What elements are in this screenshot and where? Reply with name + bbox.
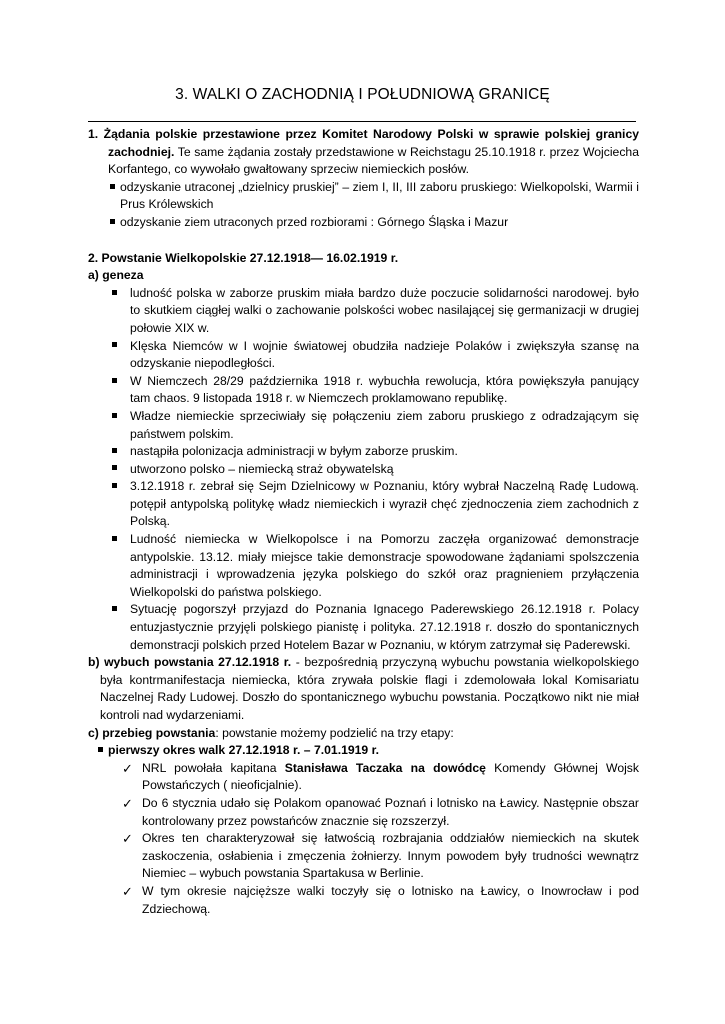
geneza-label: a) geneza bbox=[88, 268, 144, 283]
section-1-text: Te same żądania zostały przedstawione w Reichstagu 25.10.1918 r. przez Wojciecha Korfantego, co wywołało gwałtowany sprzeciw niemieckich posłów. bbox=[108, 144, 639, 177]
przebieg-paragraph bbox=[88, 725, 639, 743]
section-2-heading: 2. Powstanie Wielkopolskie 27.12.1918— 16.02.1919 r. bbox=[88, 250, 399, 265]
square-bullet-icon bbox=[98, 742, 112, 760]
square-bullet-icon bbox=[112, 461, 126, 479]
przebieg-text: : powstanie możemy podzielić na trzy etapy: bbox=[215, 725, 454, 740]
geneza-bullet: 3.12.1918 r. zebrał się Sejm Dzielnicowy w Poznaniu, który wybrał Naczelną Radę Ludową. potępił antypolską politykę władz niemieckich i wyraził chęć zjednoczenia ziem zachodnich z Polską. bbox=[88, 478, 639, 531]
square-bullet-icon bbox=[110, 214, 124, 232]
section-1-bullet: odzyskanie ziem utraconych przed rozbiorami : Górnego Śląska i Mazur bbox=[88, 214, 639, 232]
przebieg-label: c) przebieg powstania bbox=[88, 725, 216, 740]
wybuch-label: b) wybuch powstania 27.12.1918 r. bbox=[88, 655, 292, 670]
square-bullet-icon bbox=[112, 601, 126, 619]
check-mark-icon: ✓ bbox=[122, 795, 133, 811]
page-title: 3. WALKI O ZACHODNIĄ I POŁUDNIOWĄ GRANICĘ bbox=[175, 86, 550, 103]
wybuch-paragraph bbox=[88, 654, 639, 724]
square-bullet-icon bbox=[112, 285, 126, 303]
check-mark-icon: ✓ bbox=[122, 831, 133, 847]
geneza-bullet: Władze niemieckie sprzeciwiały się połączeniu ziem zaboru pruskiego z odradzającym się państwem polskim. bbox=[88, 408, 639, 443]
okres-1-item: ✓ W tym okresie najcięższe walki toczyły się o lotnisko na Ławicy, o Inowrocław i pod Zdziechową. bbox=[122, 883, 639, 916]
geneza-bullet: Ludność niemiecka w Wielkopolsce i na Pomorzu zaczęła organizować demonstracje antypolskie. 13.12. miały miejsce takie demonstracje spowodowane żądaniami spolszczenia administracji i wprowadzenia języka polskiego do szkół oraz pragnieniem przyłączenia Wielkopolski do państwa polskiego. bbox=[88, 531, 639, 601]
square-bullet-icon bbox=[110, 179, 124, 197]
check-mark-icon: ✓ bbox=[122, 760, 133, 776]
title-underline bbox=[88, 121, 636, 122]
wybuch-text: - bezpośrednią przyczyną wybuchu powstania wielkopolskiego była kontrmanifestacja niemiecka, która zrywała polskie flagi i zdemolowała lokal Komisariatu Naczelnej Rady Ludowej. Doszło do spontanicznego wybuchu powstania. Początkowo nikt nie miał kontroli nad wydarzeniami. bbox=[100, 655, 639, 722]
square-bullet-icon bbox=[112, 373, 126, 391]
square-bullet-icon bbox=[112, 478, 126, 496]
okres-1-item: ✓ Okres ten charakteryzował się łatwością rozbrajania oddziałów niemieckich na skutek zaskoczenia, osłabienia i zmęczenia żołnierzy. Innym powodem były trudności wewnątrz Niemiec – wybuch powstania Spartakusa w Berlinie. bbox=[122, 831, 639, 881]
okres-1-heading: pierwszy okres walk 27.12.1918 r. – 7.01.1919 r. bbox=[88, 742, 639, 760]
geneza-bullet: utworzono polsko – niemiecką straż obywatelską bbox=[88, 461, 639, 479]
section-1-bullet: odzyskanie utraconej „dzielnicy pruskiej” – ziem I, II, III zaboru pruskiego: Wielkopolski, Warmii i Prus Królewskich bbox=[88, 179, 639, 214]
square-bullet-icon bbox=[112, 531, 126, 549]
geneza-bullet: Sytuację pogorszył przyjazd do Poznania Ignacego Paderewskiego 26.12.1918 r. Polacy entuzjastycznie przyjęli polskiego pianistę i polityka. 27.12.1918 r. doszło do spontanicznych demonstracji polskich przed Hotelem Bazar w Poznaniu, w którym zatrzymał się Paderewski. bbox=[88, 601, 639, 654]
geneza-bullet: W Niemczech 28/29 października 1918 r. wybuchła rewolucja, która powiększyła panujący tam chaos. 9 listopada 1918 r. w Niemczech proklamowano republikę. bbox=[88, 373, 639, 408]
square-bullet-icon bbox=[112, 338, 126, 356]
okres-1-item: ✓ Do 6 stycznia udało się Polakom opanować Poznań i lotnisko na Ławicy. Następnie obszar kontrolowany przez powstańców znacznie się rozszerzył. bbox=[122, 795, 639, 828]
section-1-paragraph bbox=[88, 126, 639, 179]
section-1-heading: 1. Żądania polskie przestawione przez Komitet Narodowy Polski w sprawie polskiej granicy zachodniej. bbox=[88, 127, 639, 159]
check-mark-icon: ✓ bbox=[122, 883, 133, 899]
geneza-bullet: nastąpiła polonizacja administracji w byłym zaborze pruskim. bbox=[88, 443, 639, 461]
square-bullet-icon bbox=[112, 408, 126, 426]
okres-1-item: ✓ NRL powołała kapitana Stanisława Taczaka na dowódcę Komendy Głównej Wojsk Powstańczych ( nieoficjalnie). bbox=[122, 760, 639, 793]
square-bullet-icon bbox=[112, 443, 126, 461]
geneza-bullet: ludność polska w zaborze pruskim miała bardzo duże poczucie solidarności narodowej. było to skutkiem ciągłej walki o zachowanie polskości wobec nasilającej się germanizacji w drugiej połowie XIX w. bbox=[88, 285, 639, 338]
document-body bbox=[88, 126, 639, 918]
geneza-bullet: Klęska Niemców w I wojnie światowej obudziła nadzieje Polaków i zwiększyła szansę na odzyskanie niepodległości. bbox=[88, 338, 639, 373]
